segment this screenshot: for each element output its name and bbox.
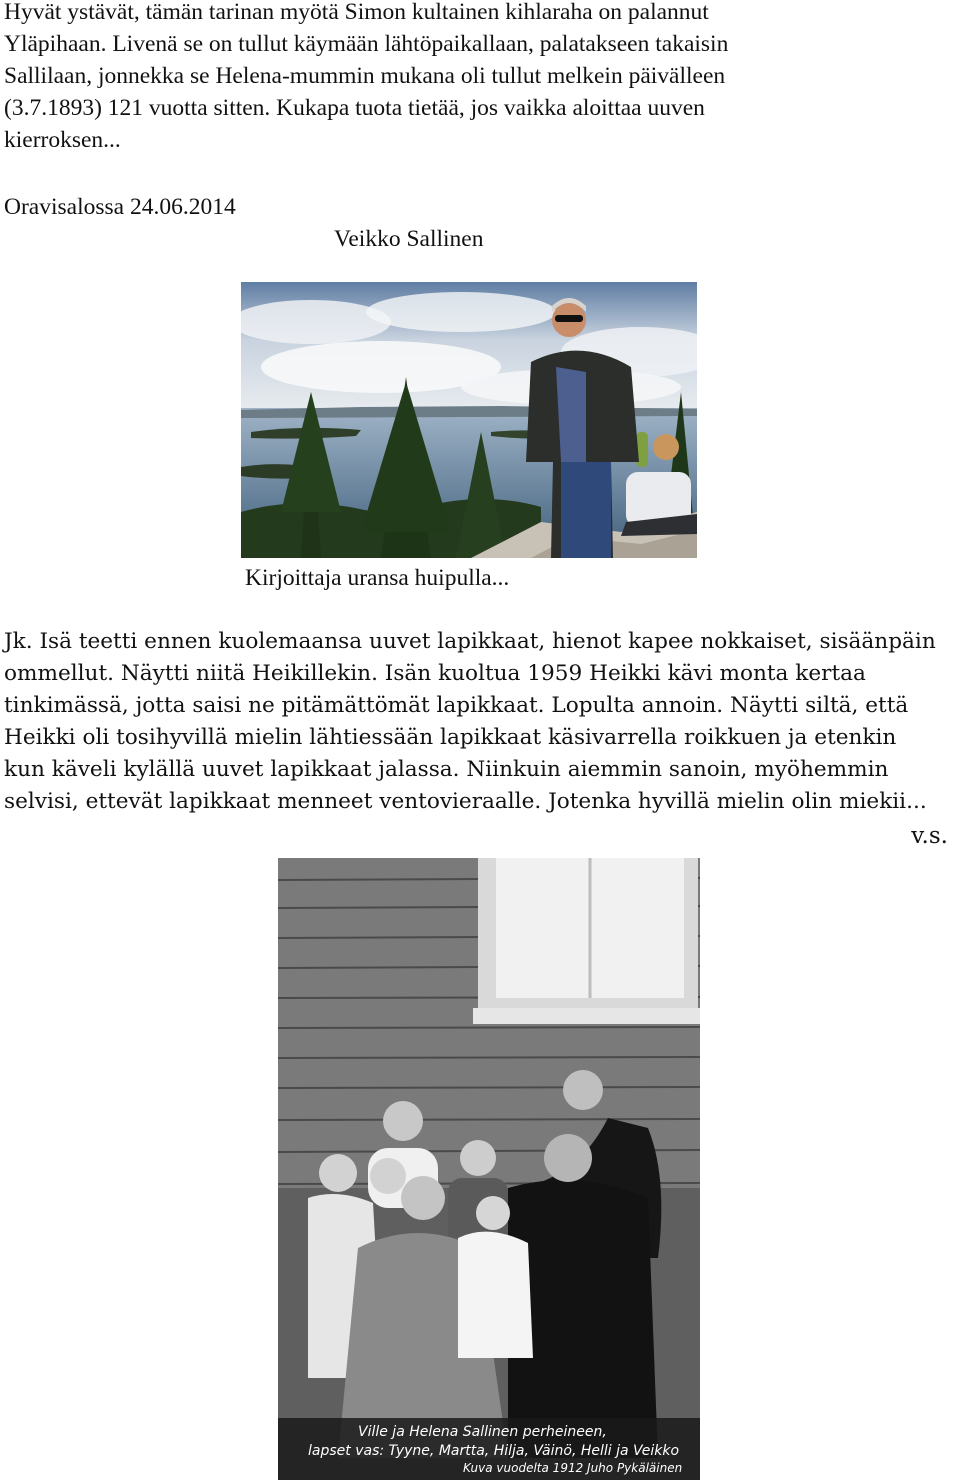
postscript-line: Heikki oli tosihyvillä mielin lähtiessään lapikkaat käsivarrella roikkuen ja etenkin bbox=[4, 725, 897, 750]
portrait-caption-line: lapset vas: Tyyne, Martta, Hilja, Väinö, Helli ja Veikko bbox=[308, 1443, 680, 1459]
intro-line: kierroksen... bbox=[4, 127, 121, 153]
postscript-line: tinkimässä, jotta saisi ne pitämättömät lapikkaat. Lopulta annoin. Näytti siltä, että bbox=[4, 693, 909, 718]
place-date: Oravisalossa 24.06.2014 bbox=[4, 194, 236, 220]
intro-line: (3.7.1893) 121 vuotta sitten. Kukapa tuota tietää, jos vaikka aloittaa uuven bbox=[4, 95, 705, 121]
intro-paragraph bbox=[4, 0, 954, 156]
portrait-caption-line: Kuva vuodelta 1912 Juho Pykäläinen bbox=[463, 1461, 683, 1475]
author-name: Veikko Sallinen bbox=[334, 226, 484, 252]
intro-line: Hyvät ystävät, tämän tarinan myötä Simon kultainen kihlaraha on palannut bbox=[4, 0, 709, 25]
postscript-line: kun käveli kylällä uuvet lapikkaat jalassa. Niinkuin aiemmin sanoin, myöhemmin bbox=[4, 757, 889, 782]
family-portrait-photo bbox=[278, 858, 700, 1480]
author-landscape-photo bbox=[241, 282, 697, 558]
intro-line: Yläpihaan. Livenä se on tullut käymään lähtöpaikallaan, palatakseen takaisin bbox=[4, 31, 729, 57]
postscript-line: selvisi, ettevät lapikkaat menneet ventovieraalle. Jotenka hyvillä mielin olin miekii... bbox=[4, 789, 927, 814]
postscript-line: ommellut. Näytti niitä Heikillekin. Isän kuoltua 1959 Heikki kävi monta kertaa bbox=[4, 661, 866, 686]
postscript-paragraph bbox=[4, 626, 954, 818]
photo1-caption: Kirjoittaja uransa huipulla... bbox=[245, 565, 510, 591]
portrait-caption-line: Ville ja Helena Sallinen perheineen, bbox=[358, 1424, 607, 1440]
postscript-initials: v.s. bbox=[911, 823, 948, 849]
intro-line: Sallilaan, jonnekka se Helena-mummin mukana oli tullut melkein päivälleen bbox=[4, 63, 726, 89]
postscript-line: Jk. Isä teetti ennen kuolemaansa uuvet lapikkaat, hienot kapee nokkaiset, sisäänpäin bbox=[4, 629, 936, 654]
